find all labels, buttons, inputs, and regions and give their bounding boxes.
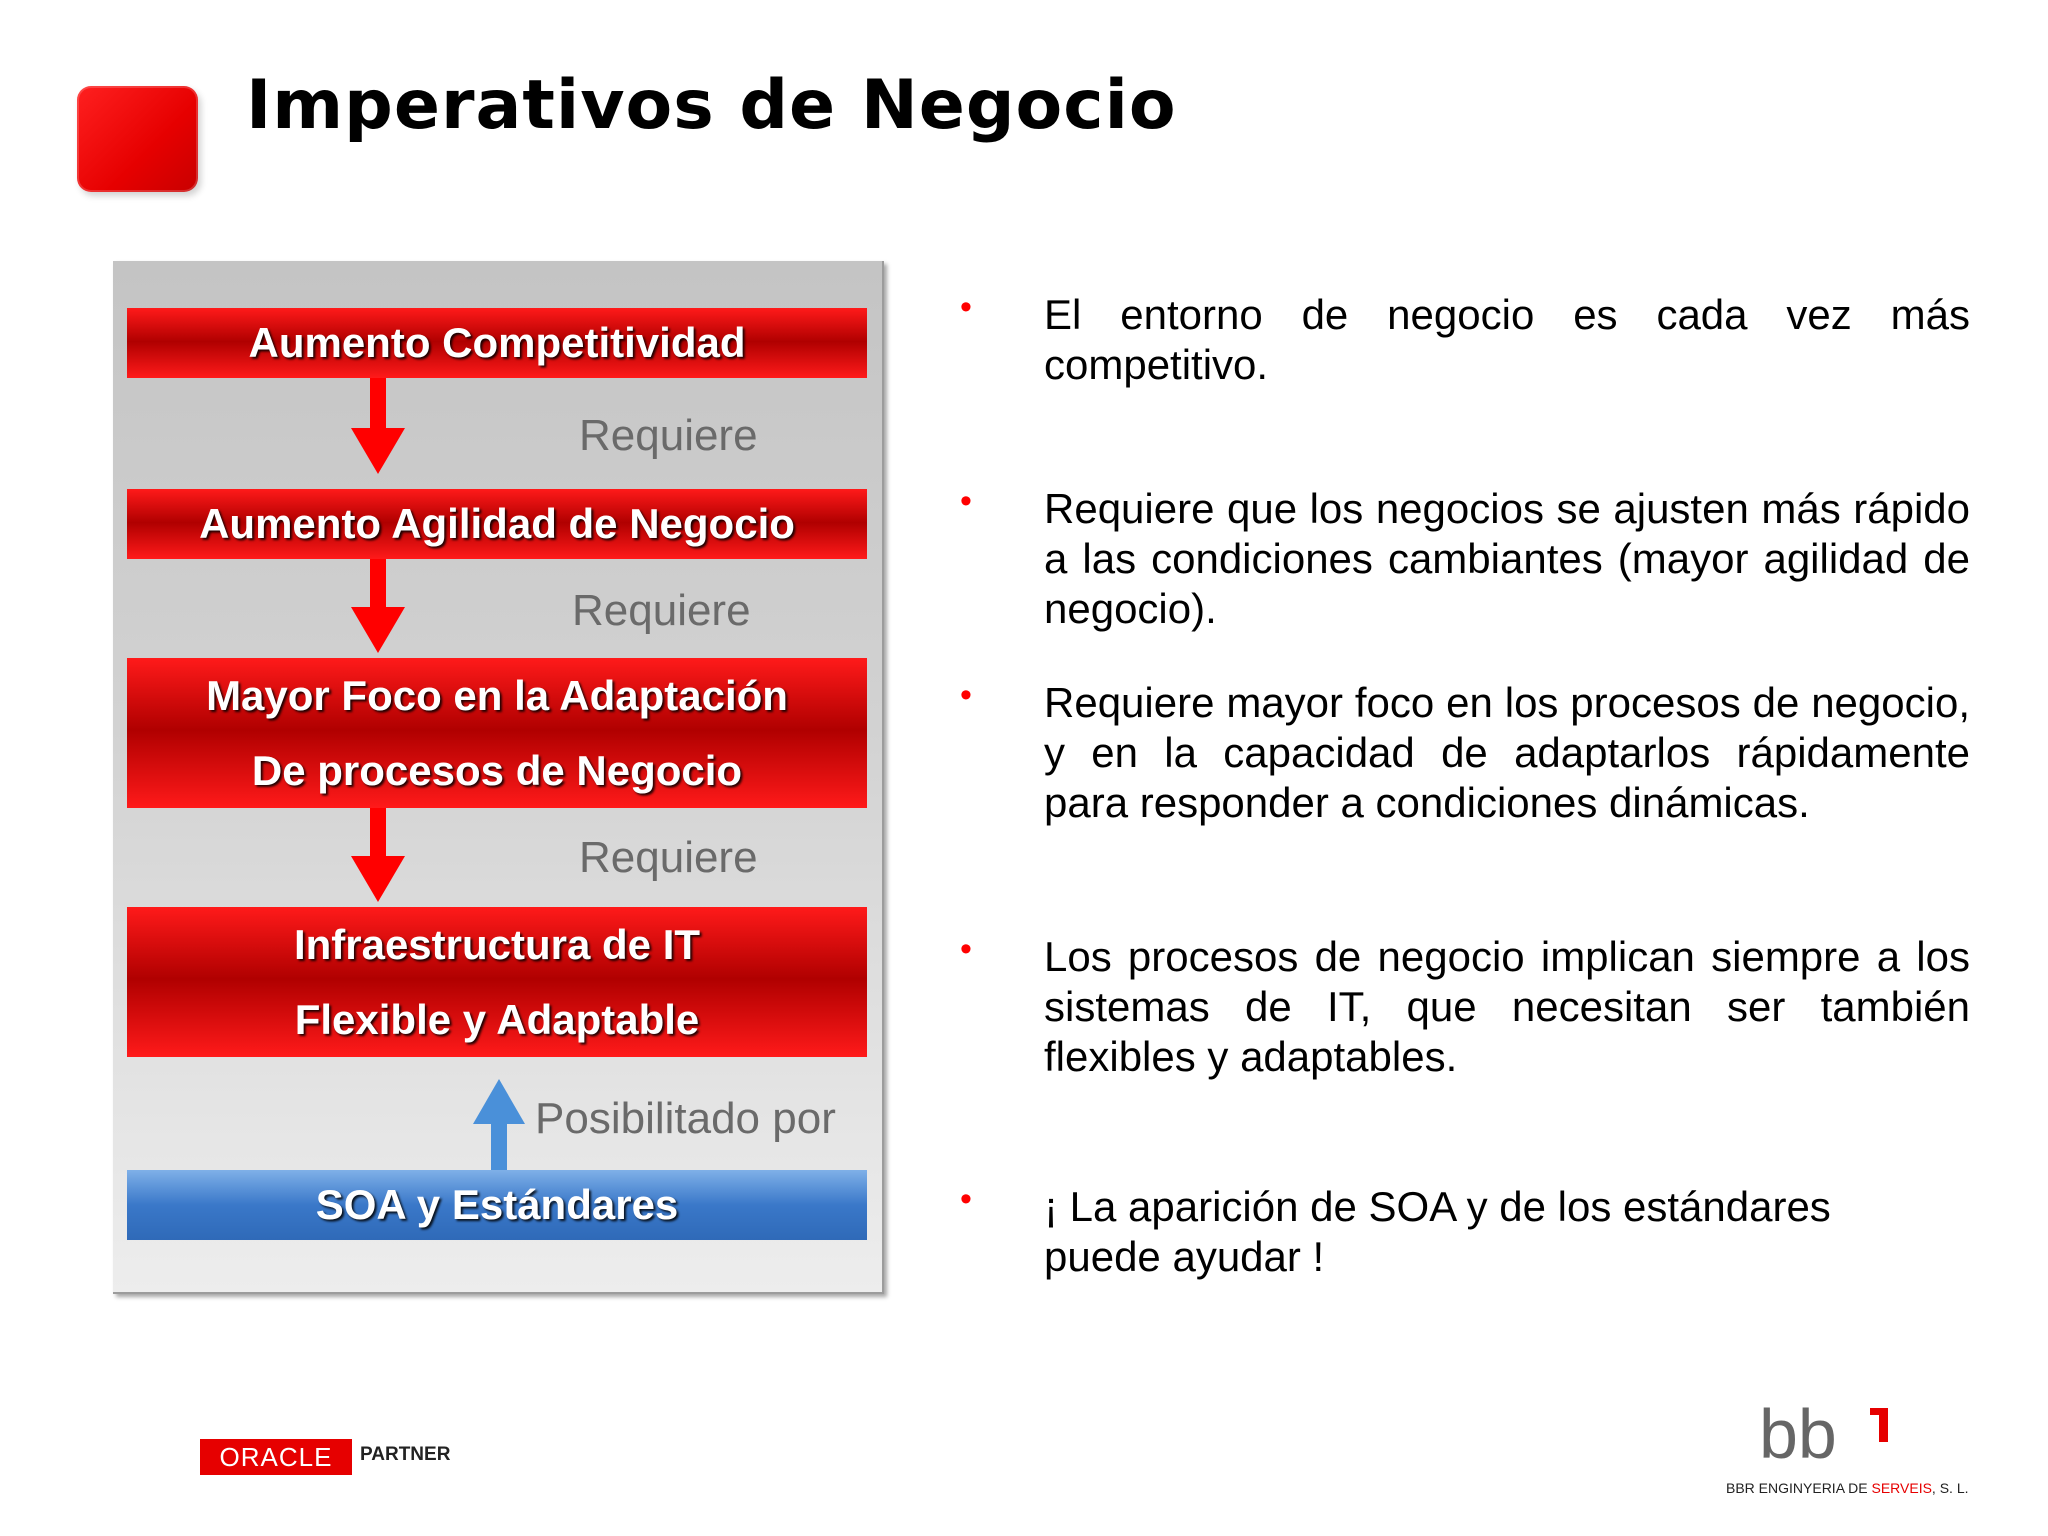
diagram-panel (113, 261, 884, 1294)
arrow-down-icon (349, 378, 407, 474)
box-label-line1: Mayor Foco en la Adaptación (206, 671, 788, 719)
bbr-logo-icon (1755, 1400, 1905, 1470)
box-label-line1: Infraestructura de IT (293, 920, 701, 968)
bullet-text: Requiere que los negocios se ajusten más rápido a las condiciones cambiantes (mayor agilidad de negocio). (1044, 485, 1970, 632)
bullet-text: ¡ La aparición de SOA y de los estándares puede ayudar ! (1044, 1183, 1831, 1280)
bullet-icon: • (960, 482, 972, 520)
box-label-line2: De procesos de Negocio (251, 746, 743, 794)
box-label: SOA y Estándares (315, 1181, 679, 1228)
bullet-icon: • (960, 1180, 972, 1218)
oracle-partner-label: PARTNER (360, 1444, 451, 1465)
bullet-text: El entorno de negocio es cada vez más competitivo. (1044, 291, 1970, 388)
connector-label: Posibilitado por (535, 1094, 836, 1143)
arrow-up-icon (472, 1079, 526, 1171)
page-title: Imperativos de Negocio (246, 66, 1177, 145)
bullet-icon: • (960, 288, 972, 326)
bbr-caption-highlight: SERVEIS (1871, 1480, 1932, 1496)
box-infraestructura-it (127, 907, 867, 1057)
oracle-logo: ORACLE (200, 1439, 352, 1475)
bullet-text: Los procesos de negocio implican siempre a los sistemas de IT, que necesitan ser también flexibles y adaptables. (1044, 933, 1970, 1080)
connector-label: Requiere (579, 833, 758, 882)
bbr-caption-prefix: BBR ENGINYERIA DE (1726, 1480, 1872, 1496)
box-mayor-foco (127, 658, 867, 808)
arrow-down-icon (349, 808, 407, 902)
box-label: Aumento Competitividad (248, 319, 746, 366)
connector-label: Requiere (579, 411, 758, 460)
box-aumento-agilidad (127, 489, 867, 559)
logo-red-square (77, 86, 198, 192)
box-label-line2: Flexible y Adaptable (294, 995, 700, 1043)
box-label: Aumento Agilidad de Negocio (199, 500, 795, 547)
bullet-icon: • (960, 930, 972, 968)
connector-label: Requiere (572, 586, 751, 635)
bbr-caption (1726, 1480, 1969, 1496)
bbr-logo-text: bb (1759, 1400, 1837, 1470)
arrow-down-icon (349, 559, 407, 653)
bullet-text: Requiere mayor foco en los procesos de negocio, y en la capacidad de adaptarlos rápidamente para responder a condiciones dinámicas. (1044, 679, 1970, 826)
bbr-caption-suffix: , S. L. (1931, 1480, 1969, 1496)
box-soa-estandares (127, 1170, 867, 1240)
box-aumento-competitividad (127, 308, 867, 378)
bullet-icon: • (960, 676, 972, 714)
